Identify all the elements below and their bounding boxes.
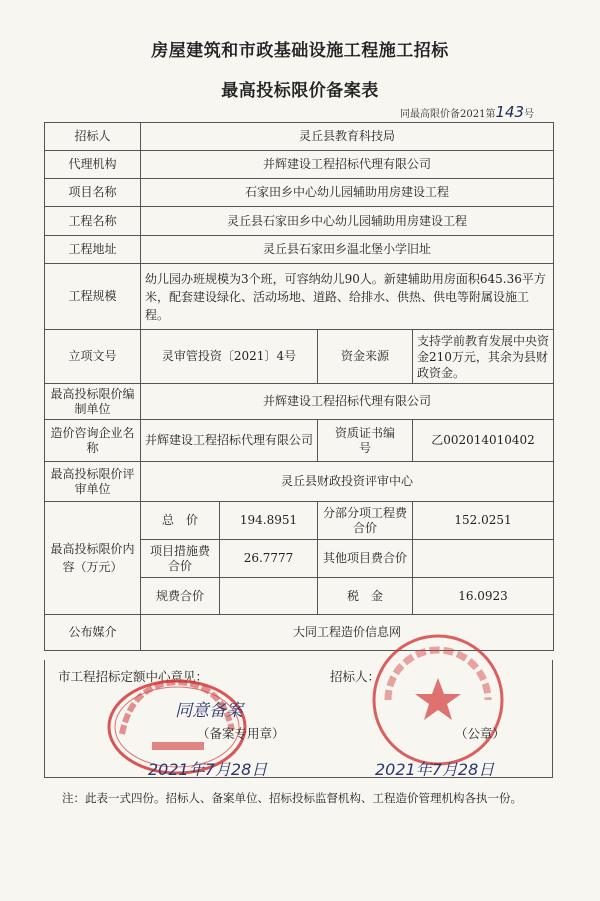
approval-value: 灵审管投资〔2021〕4号 [141,330,318,384]
record-number-suffix: 号 [524,109,535,120]
project-name-label: 项目名称 [45,179,141,207]
footnote: 注：此表一式四份。招标人、备案单位、招标投标监督机构、工程造价管理机构各执一份。 [62,791,522,805]
engineering-name-value: 灵丘县石家田乡中心幼儿园辅助用房建设工程 [141,207,554,236]
subitem-label: 分部分项工程费合价 [318,502,413,540]
content-label: 最高投标限价内容（万元） [45,502,141,615]
fund-source-label: 资金来源 [318,330,413,384]
record-number-value: 143 [495,103,525,121]
cert-value: 乙002014010402 [413,420,554,462]
right-tenderer-title: 招标人： [330,669,381,684]
media-value: 大同工程造价信息网 [141,615,554,651]
tenderer-label: 招标人 [45,123,141,151]
other-label: 其他项目费合价 [318,540,413,578]
engineering-name-label: 工程名称 [45,207,141,236]
cert-label: 资质证书编 号 [318,420,413,462]
left-opinion-title: 市工程招标定额中心意见： [58,669,209,684]
scale-value: 幼儿园办班规模为3个班，可容纳幼儿90人。新建辅助用房面积645.36平方米，配套建设绿化、活动场地、道路、给排水、供热、供电等附属设施工程。 [141,264,554,330]
tax-value: 16.0923 [413,578,554,615]
total-label: 总 价 [141,502,220,540]
agency-value: 并辉建设工程招标代理有限公司 [141,151,554,179]
review-value: 灵丘县财政投资评审中心 [141,462,554,502]
address-value: 灵丘县石家田乡温北堡小学旧址 [141,236,554,264]
compiler-label: 最高投标限价编制单位 [45,384,141,420]
table-row [45,384,554,420]
fund-source-value: 支持学前教育发展中央资金210万元，其余为县财政资金。 [413,330,554,384]
left-seal-note: （备案专用章） [197,726,285,741]
left-date: 2021年7月28日 [148,760,268,779]
table-row [45,462,554,502]
title-line-2: 最高投标限价备案表 [221,81,379,101]
record-number-prefix: 同最高限价备2021第 [400,109,496,120]
review-label: 最高投标限价评审单位 [45,462,141,502]
table-row [45,330,554,384]
table-row [45,502,554,540]
table-row [45,207,554,236]
filing-form-table [44,122,554,651]
agency-label: 代理机构 [45,151,141,179]
scale-label: 工程规模 [45,264,141,330]
table-row [45,264,554,330]
tenderer-value: 灵丘县教育科技局 [141,123,554,151]
table-row [45,420,554,462]
compiler-value: 并辉建设工程招标代理有限公司 [141,384,554,420]
right-date: 2021年7月28日 [375,760,495,779]
record-number [400,103,534,121]
table-row [45,123,554,151]
approval-label: 立项文号 [45,330,141,384]
address-label: 工程地址 [45,236,141,264]
project-name-value: 石家田乡中心幼儿园辅助用房建设工程 [141,179,554,207]
table-row [45,151,554,179]
tax-label: 税 金 [318,578,413,615]
fees-value [220,578,318,615]
subitem-value: 152.0251 [413,502,554,540]
other-value [413,540,554,578]
measure-value: 26.7777 [220,540,318,578]
table-row [45,236,554,264]
tenderer-seal-icon [368,630,508,770]
title-line-1: 房屋建筑和市政基础设施工程施工招标 [151,41,449,61]
right-seal-note: （公章） [455,726,506,741]
fees-label: 规费合价 [141,578,220,615]
media-label: 公布媒介 [45,615,141,651]
measure-label: 项目措施费合价 [141,540,220,578]
total-value: 194.8951 [220,502,318,540]
left-handwritten-approval: 同意备案 [175,701,243,721]
consult-label: 造价咨询企业名称 [45,420,141,462]
table-row [45,179,554,207]
consult-value: 并辉建设工程招标代理有限公司 [141,420,318,462]
